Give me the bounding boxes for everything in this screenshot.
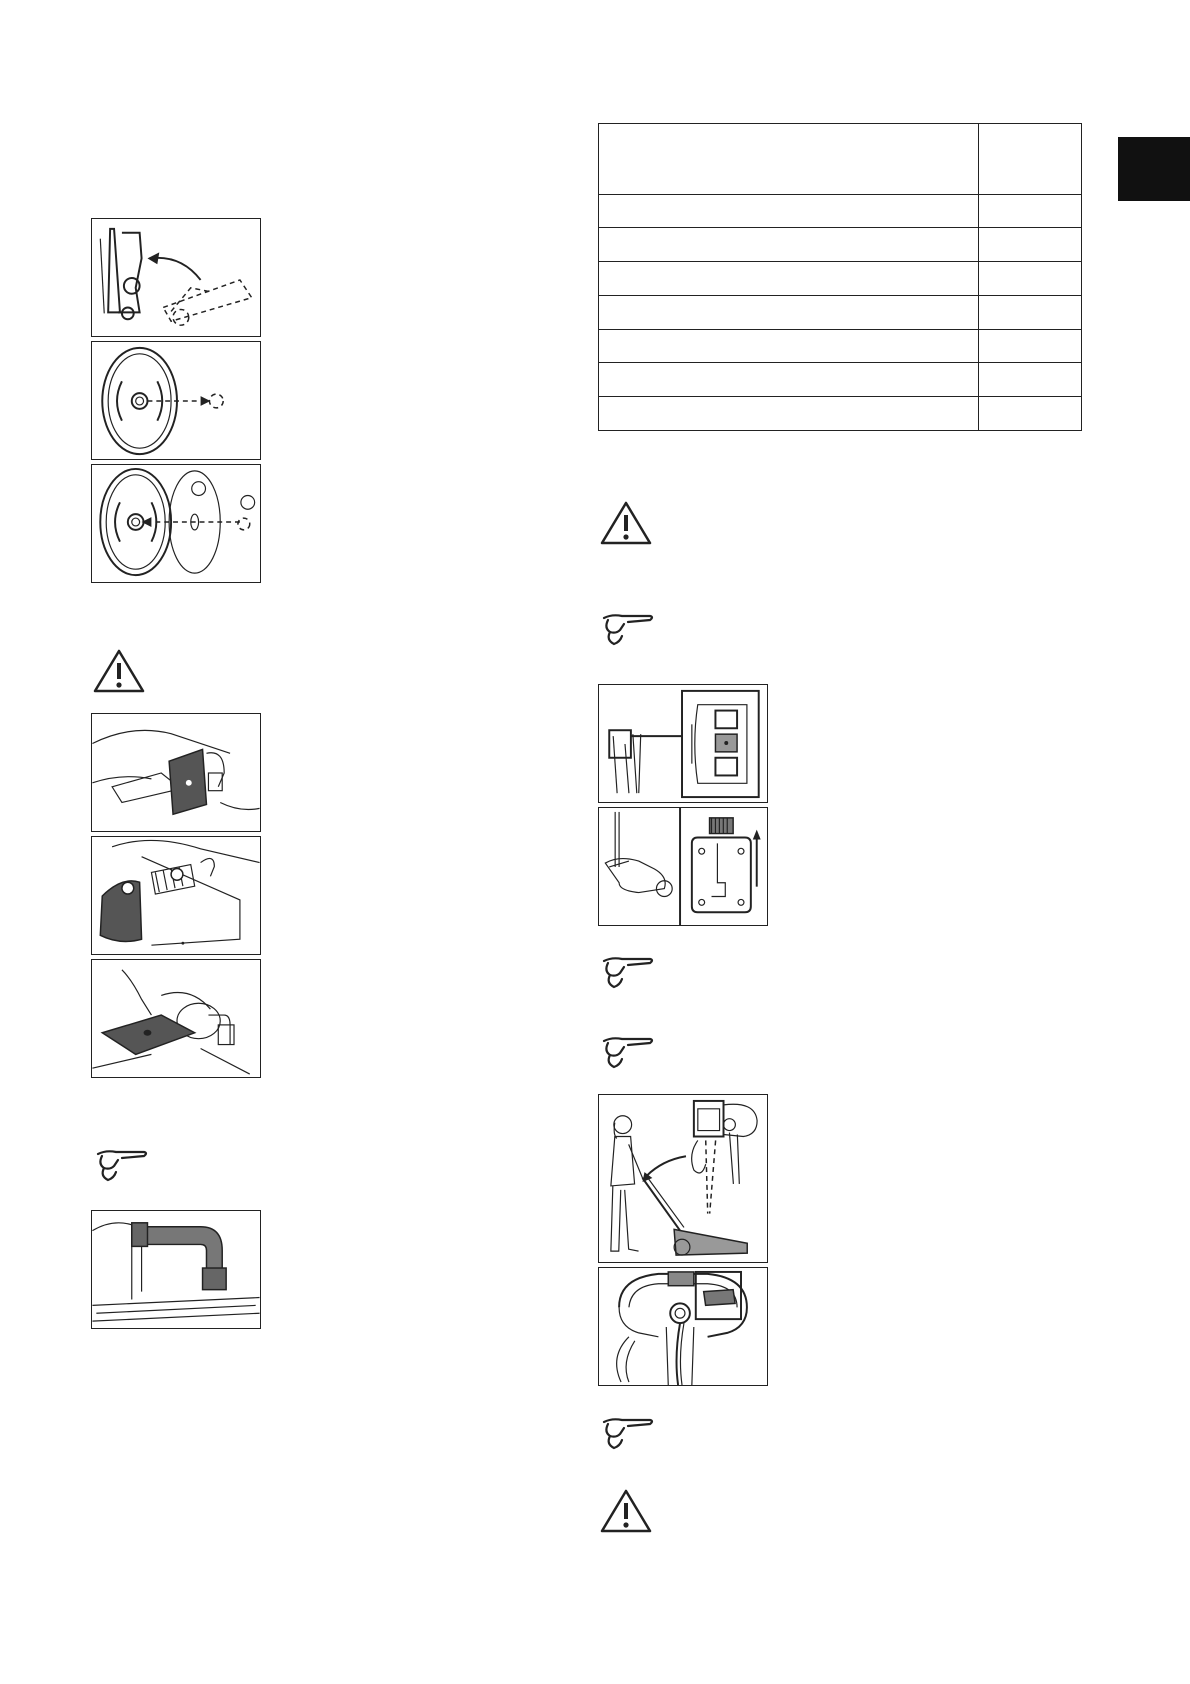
pointing-hand-icon	[600, 610, 656, 648]
table-row	[599, 397, 1082, 431]
table-row	[599, 329, 1082, 363]
table-cell	[599, 397, 979, 431]
table-cell	[599, 363, 979, 397]
table-cell	[599, 262, 979, 296]
figure-operator-mowing	[598, 1094, 768, 1263]
table-cell	[599, 329, 979, 363]
table-cell	[599, 295, 979, 329]
table-header-cell	[599, 124, 979, 195]
figure-blade-washer	[91, 464, 261, 583]
table-row	[599, 228, 1082, 262]
specification-table	[598, 123, 1082, 431]
language-tab	[1118, 137, 1190, 201]
warning-triangle-icon	[599, 1488, 653, 1534]
table-cell	[979, 295, 1082, 329]
table-row	[599, 194, 1082, 228]
figure-blade-nut-removal	[91, 341, 261, 460]
figure-handle-cable	[598, 1267, 768, 1386]
table-cell	[599, 194, 979, 228]
figure-discharge-chute	[91, 1210, 261, 1329]
table-cell	[979, 228, 1082, 262]
pointing-hand-icon	[600, 953, 656, 991]
warning-triangle-icon	[599, 500, 653, 546]
figure-tilt-mower	[91, 218, 261, 337]
table-row	[599, 363, 1082, 397]
table-header-cell	[979, 124, 1082, 195]
pointing-hand-icon	[600, 1033, 656, 1071]
table-cell	[599, 228, 979, 262]
figure-height-lever	[598, 807, 768, 926]
pointing-hand-icon	[600, 1414, 656, 1452]
table-cell	[979, 329, 1082, 363]
table-cell	[979, 262, 1082, 296]
warning-triangle-icon	[92, 648, 146, 694]
table-cell	[979, 397, 1082, 431]
pointing-hand-icon	[94, 1146, 150, 1184]
figure-switch-box	[598, 684, 768, 803]
table-row	[599, 295, 1082, 329]
table-cell	[979, 363, 1082, 397]
table-cell	[979, 194, 1082, 228]
table-header-row	[599, 124, 1082, 195]
figure-remove-bag	[91, 836, 261, 955]
figure-flap-closed	[91, 959, 261, 1078]
table-row	[599, 262, 1082, 296]
figure-rear-flap	[91, 713, 261, 832]
